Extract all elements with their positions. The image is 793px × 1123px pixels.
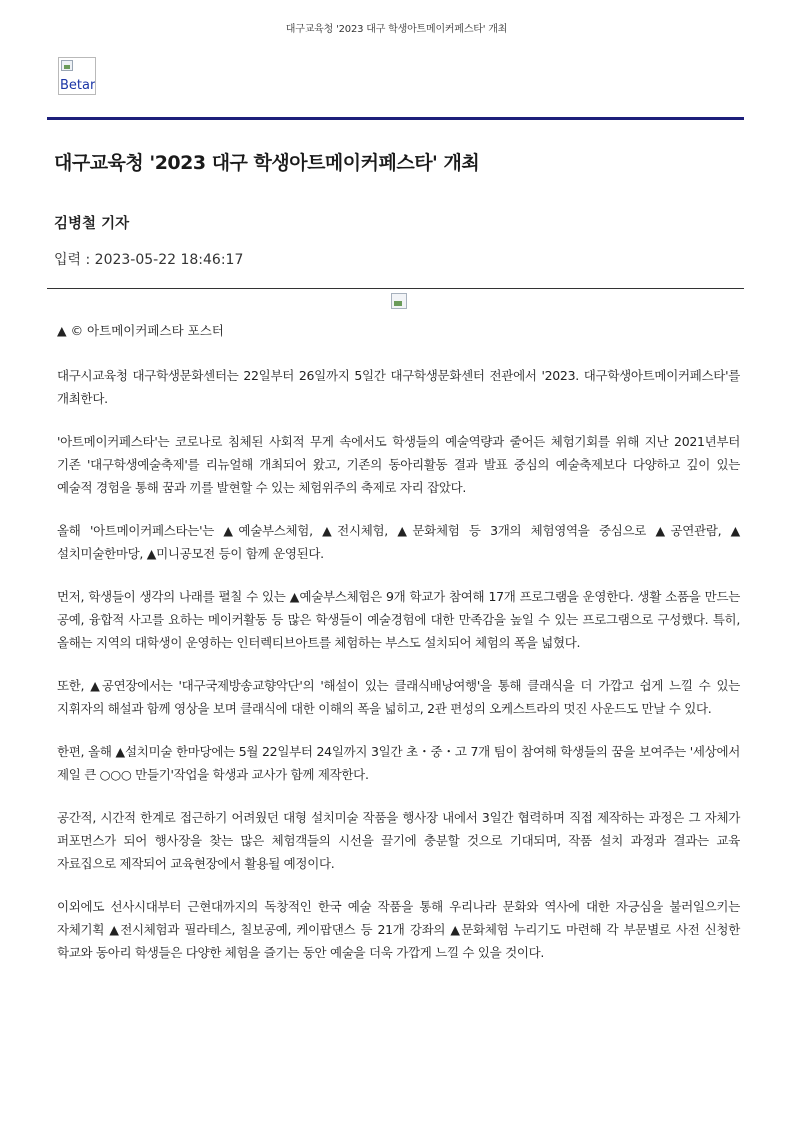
article-paragraph: 먼저, 학생들이 생각의 나래를 펼칠 수 있는 ▲예술부스체험은 9개 학교가 참여해 17개 프로그램을 운영한다. 생활 소품을 만드는 공예, 융합적 사고를 요하는 메이커활동 등 많은 학생들이 예술경험에 대한 만족감을 높일 수 있는 프로그램으로 구성했다. 특히, 올해는 지역의 대학생이 운영하는 인터렉티브아트를 체험하는 부스도 설치되어 체험의 폭을 넓혔다.	[57, 589, 740, 650]
broken-image-icon	[61, 60, 73, 71]
article-paragraph: 한편, 올해 ▲설치미술 한마당에는 5월 22일부터 24일까지 3일간 초・중・고 7개 팀이 참여해 학생들의 꿈을 보여주는 '세상에서 제일 큰 ○○○ 만들기'작업을 학생과 교사가 함께 제작한다.	[57, 744, 740, 782]
article-paragraph: 올해 '아트메이커페스타는'는 ▲예술부스체험, ▲전시체험, ▲문화체험 등 3개의 체험영역을 중심으로 ▲공연관람, ▲설치미술한마당, ▲미니공모전 등이 함께 운영된다.	[57, 523, 740, 561]
header-divider	[47, 117, 744, 120]
article-paragraph: '아트메이커페스타'는 코로나로 침체된 사회적 무게 속에서도 학생들의 예술역량과 줄어든 체험기회를 위해 지난 2021년부터 기존 '대구학생예술축제'를 리뉴얼해 개최되어 왔고, 기존의 동아리활동 결과 발표 중심의 예술축제보다 다양하고 깊이 있는 예술적 경험을 통해 꿈과 끼를 발현할 수 있는 체험위주의 축제로 자리 잡았다.	[57, 434, 740, 495]
article-paragraph: 또한, ▲공연장에서는 '대구국제방송교향악단'의 '해설이 있는 클래식배낭여행'을 통해 클래식을 더 가깝고 쉽게 느낄 수 있는 지휘자의 해설과 함께 영상을 보며 클래식에 대한 이해의 폭을 넓히고, 2관 편성의 오케스트라의 멋진 사운드도 만날 수 있다.	[57, 678, 740, 716]
article-photo-broken-image-icon	[391, 293, 407, 309]
meta-divider	[47, 288, 744, 289]
logo-alt-text: Betar	[60, 78, 96, 93]
article-paragraph: 공간적, 시간적 한계로 접근하기 어려웠던 대형 설치미술 작품을 행사장 내에서 3일간 협력하며 직접 제작하는 과정은 그 자체가 퍼포먼스가 되어 행사장을 찾는 많은 체험객들의 시선을 끌기에 충분할 것으로 기대되며, 작품 설치 과정과 결과는 교육 자료집으로 제작되어 교육현장에서 활용될 예정이다.	[57, 810, 740, 871]
article-dateline: 입력 : 2023-05-22 18:46:17	[54, 252, 244, 268]
photo-caption: ▲ © 아트메이커페스타 포스터	[57, 323, 224, 338]
article-paragraph: 대구시교육청 대구학생문화센터는 22일부터 26일까지 5일간 대구학생문화센터 전관에서 '2023. 대구학생아트메이커페스타'를 개최한다.	[57, 368, 740, 406]
running-header: 대구교육청 '2023 대구 학생아트메이커페스타' 개최	[285, 24, 508, 35]
article-paragraph: 이외에도 선사시대부터 근현대까지의 독창적인 한국 예술 작품을 통해 우리나라 문화와 역사에 대한 자긍심을 불러일으키는 자체기획 ▲전시체험과 필라테스, 칠보공예, 케이팝댄스 등 21개 강좌의 ▲문화체험 누리기도 마련해 각 부문별로 사전 신청한 학교와 동아리 학생들은 다양한 체험을 즐기는 동안 예술을 더욱 가깝게 느낄 수 있을 것이다.	[57, 899, 740, 960]
site-logo[interactable]	[58, 57, 96, 95]
article-byline: 김병철 기자	[54, 216, 130, 232]
article-headline: 대구교육청 '2023 대구 학생아트메이커페스타' 개최	[54, 152, 480, 174]
article-body	[57, 364, 740, 984]
